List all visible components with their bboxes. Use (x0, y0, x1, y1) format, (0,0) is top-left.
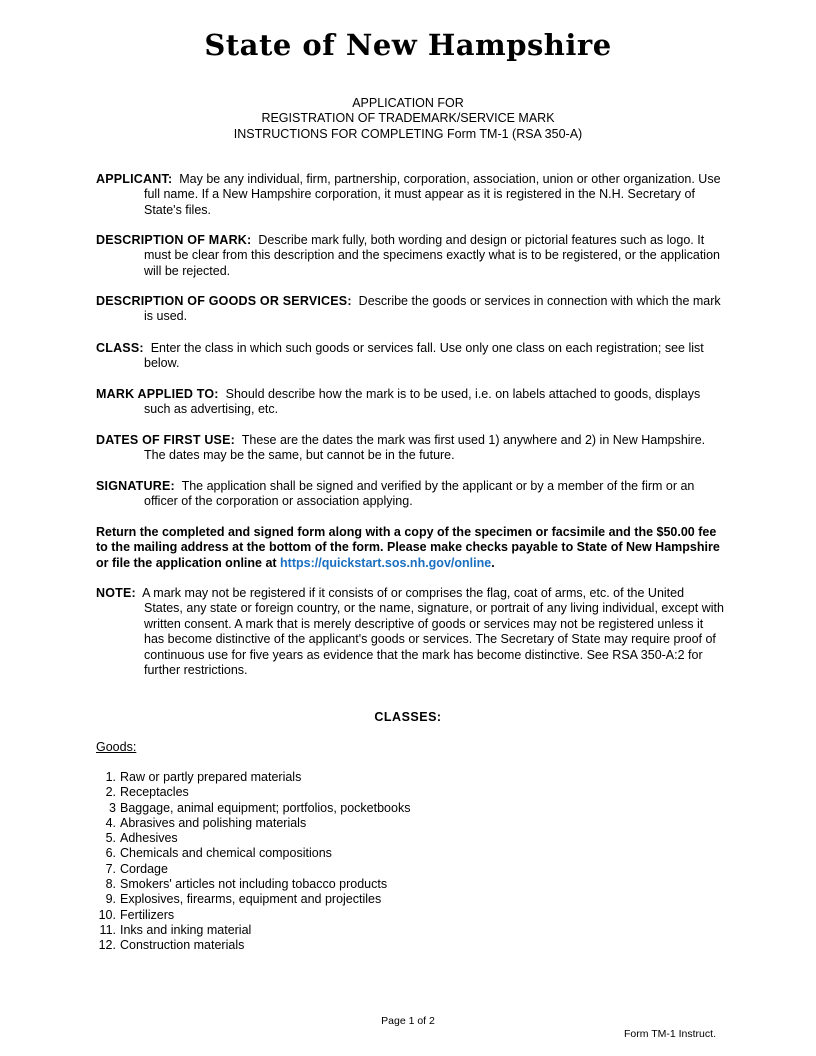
item-number: 9. (105, 892, 116, 907)
section-text: Describe the goods or services in connection with which the mark is used. (144, 294, 721, 324)
section-label: DESCRIPTION OF MARK: (96, 233, 252, 247)
item-number: 6. (105, 846, 116, 861)
return-instructions (96, 525, 726, 571)
item-text: Cordage (120, 861, 168, 876)
list-item (96, 801, 410, 816)
section-text: These are the dates the mark was first used 1) anywhere and 2) in New Hampshire. The dates may be the same, but cannot be in the future. (144, 433, 706, 463)
item-number: 7. (105, 861, 116, 876)
header-line: APPLICATION FOR (352, 96, 464, 110)
document-title: State of New Hampshire (204, 28, 612, 62)
item-text: Construction materials (120, 938, 245, 953)
section-label: SIGNATURE: (96, 479, 175, 493)
list-item (96, 938, 410, 953)
item-text: Raw or partly prepared materials (120, 770, 302, 784)
item-number: 5. (105, 831, 116, 846)
list-item (96, 908, 410, 923)
note-label: NOTE: (96, 586, 136, 600)
item-text: Baggage, animal equipment; portfolios, pocketbooks (120, 800, 411, 815)
item-number: 1. (105, 770, 116, 784)
list-item (96, 846, 410, 861)
item-number: 2. (105, 785, 116, 800)
list-item (96, 816, 410, 831)
classes-heading: CLASSES: (374, 710, 442, 724)
item-number: 12. (98, 938, 116, 953)
section-label: CLASS: (96, 341, 144, 355)
section-label: APPLICANT: (96, 172, 173, 186)
item-text: Receptacles (120, 785, 189, 800)
list-item (96, 877, 410, 892)
section-text: May be any individual, firm, partnership, corporation, association, union or other organization. Use full name. If a New Hampshire corporation, it must appear as it is registered in the N.H. Secretary of State's files. (144, 172, 721, 217)
section-text: Enter the class in which such goods or services fall. Use only one class on each registration; see list below. (144, 341, 704, 371)
section-dates-of-first-use (96, 433, 722, 464)
goods-heading: Goods: (96, 740, 137, 754)
list-item (96, 862, 410, 877)
section-description-of-mark (96, 233, 722, 279)
document-header (0, 96, 816, 142)
item-text: Explosives, firearms, equipment and projectiles (120, 892, 382, 907)
item-text: Chemicals and chemical compositions (120, 846, 332, 861)
item-text: Fertilizers (120, 907, 175, 922)
list-item (96, 770, 410, 785)
section-label: DESCRIPTION OF GOODS OR SERVICES: (96, 294, 352, 308)
return-text: Return the completed and signed form along with a copy of the specimen or facsimile and the $50.00 fee to the mailing address at the bottom of the form. Please make checks payable to State of New Hampshire or file the application online at (96, 525, 720, 570)
section-goods-services (96, 294, 722, 325)
item-number: 11. (99, 922, 116, 937)
list-item (96, 785, 410, 800)
item-text: Abrasives and polishing materials (120, 815, 307, 830)
section-text: Should describe how the mark is to be used, i.e. on labels attached to goods, displays such as advertising, etc. (144, 387, 701, 417)
page-number: Page 1 of 2 (381, 1015, 435, 1027)
section-applicant (96, 172, 722, 218)
item-text: Adhesives (120, 831, 178, 846)
list-item (96, 892, 410, 907)
item-number: 4. (105, 815, 116, 830)
section-class (96, 341, 722, 372)
section-text: The application shall be signed and verified by the applicant or by a member of the firm or an officer of the corporation or association applying. (144, 479, 695, 509)
section-note (96, 586, 726, 678)
section-label: DATES OF FIRST USE: (96, 433, 235, 447)
return-end: . (491, 555, 495, 570)
section-text: Describe mark fully, both wording and design or pictorial features such as logo. It must be clear from this description and the specimens exactly what is to be registered, or the application will be rejected. (144, 233, 720, 278)
section-signature (96, 479, 722, 510)
item-text: Smokers' articles not including tobacco products (120, 877, 388, 892)
item-number: 3 (109, 800, 116, 815)
header-line: REGISTRATION OF TRADEMARK/SERVICE MARK (261, 111, 555, 126)
form-id: Form TM-1 Instruct. (624, 1028, 716, 1040)
item-text: Inks and inking material (120, 922, 252, 937)
note-text: A mark may not be registered if it consists of or comprises the flag, coat of arms, etc. of the United States, any state or foreign country, or the name, signature, or portrait of any living individual, except with written consent. A mark that is merely descriptive of goods or services may not be registered unless it has become distinctive of the applicant's goods or services. The Secretary of State may require proof of continuous use for five years as evidence that the mark has become distinctive. See RSA 350-A:2 for further restrictions. (142, 586, 724, 678)
item-number: 10. (98, 907, 116, 922)
goods-class-list (96, 770, 410, 954)
section-label: MARK APPLIED TO: (96, 387, 219, 401)
item-number: 8. (105, 877, 116, 892)
online-filing-link[interactable]: https://quickstart.sos.nh.gov/online (280, 555, 492, 570)
list-item (96, 831, 410, 846)
list-item (96, 923, 410, 938)
section-mark-applied-to (96, 387, 722, 418)
header-line: INSTRUCTIONS FOR COMPLETING Form TM-1 (RSA 350-A) (233, 126, 583, 141)
